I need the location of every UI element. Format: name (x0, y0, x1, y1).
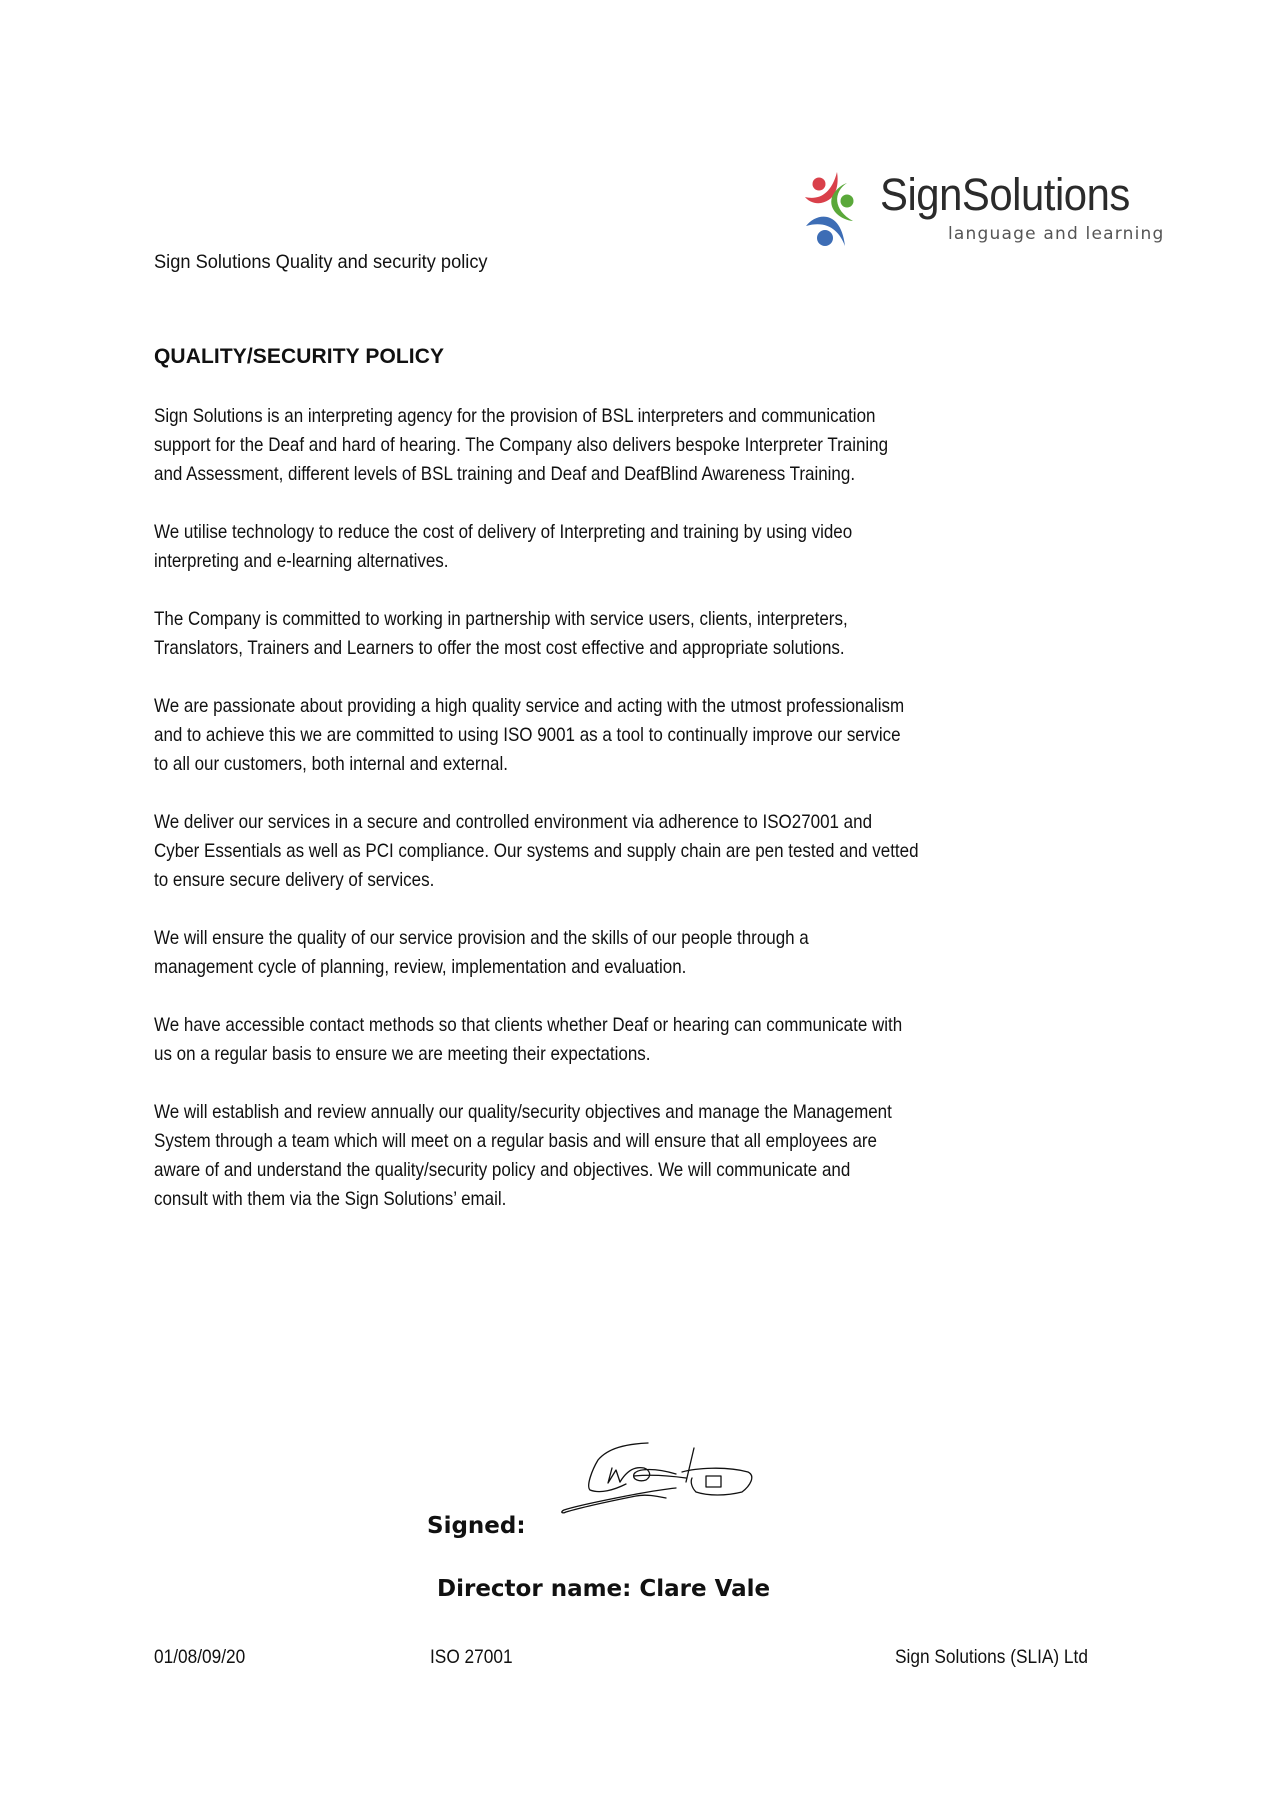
text-line: aware of and understand the quality/security policy and objectives. We will communicate and (154, 1160, 851, 1181)
policy-body (154, 402, 1154, 1243)
text-line: and Assessment, different levels of BSL training and Deaf and DeafBlind Awareness Training. (154, 464, 856, 485)
paragraph-contact-methods (154, 1011, 1154, 1069)
company-logo (803, 165, 1188, 255)
logo-tagline: language and learning (948, 224, 1165, 244)
paragraph-objectives (154, 1098, 1154, 1214)
footer-company: Sign Solutions (SLIA) Ltd (895, 1647, 1088, 1668)
paragraph-agency (154, 402, 1154, 489)
footer-date: 01/08/09/20 (154, 1647, 246, 1668)
text-line: We are passionate about providing a high quality service and acting with the utmost professionalism (154, 696, 905, 717)
text-line: management cycle of planning, review, implementation and evaluation. (154, 957, 687, 978)
text-line: to ensure secure delivery of services. (154, 870, 435, 891)
signed-label: Signed: (427, 1513, 526, 1539)
text-line: to all our customers, both internal and external. (154, 754, 508, 775)
text-line: We utilise technology to reduce the cost of delivery of Interpreting and training by using video (154, 522, 853, 543)
text-line: and to achieve this we are committed to using ISO 9001 as a tool to continually improve our service (154, 725, 901, 746)
document-title: Sign Solutions Quality and security policy (154, 252, 488, 273)
text-line: Sign Solutions is an interpreting agency for the provision of BSL interpreters and communication (154, 406, 876, 427)
policy-heading: QUALITY/SECURITY POLICY (154, 345, 445, 368)
text-line: We have accessible contact methods so that clients whether Deaf or hearing can communicate with (154, 1015, 903, 1036)
text-line: System through a team which will meet on a regular basis and will ensure that all employees are (154, 1131, 878, 1152)
handwritten-signature (556, 1438, 761, 1516)
text-line: We deliver our services in a secure and controlled environment via adherence to ISO27001 and (154, 812, 873, 833)
figures-logo-icon (803, 170, 875, 250)
footer-standard: ISO 27001 (430, 1647, 513, 1668)
text-line: support for the Deaf and hard of hearing. The Company also delivers bespoke Interpreter Training (154, 435, 889, 456)
text-line: us on a regular basis to ensure we are meeting their expectations. (154, 1044, 651, 1065)
text-line: We will ensure the quality of our service provision and the skills of our people through a (154, 928, 809, 949)
paragraph-technology (154, 518, 1154, 576)
text-line: interpreting and e-learning alternatives. (154, 551, 449, 572)
text-line: We will establish and review annually our quality/security objectives and manage the Management (154, 1102, 892, 1123)
text-line: Translators, Trainers and Learners to offer the most cost effective and appropriate solutions. (154, 638, 845, 659)
text-line: Cyber Essentials as well as PCI compliance. Our systems and supply chain are pen tested and vetted (154, 841, 919, 862)
text-line: consult with them via the Sign Solutions’ email. (154, 1189, 507, 1210)
paragraph-management-cycle (154, 924, 1154, 982)
paragraph-partnership (154, 605, 1154, 663)
logo-wordmark: SignSolutions (880, 169, 1130, 220)
paragraph-security (154, 808, 1154, 895)
paragraph-quality (154, 692, 1154, 779)
director-name: Director name: Clare Vale (437, 1576, 771, 1602)
text-line: The Company is committed to working in partnership with service users, clients, interpreters, (154, 609, 848, 630)
